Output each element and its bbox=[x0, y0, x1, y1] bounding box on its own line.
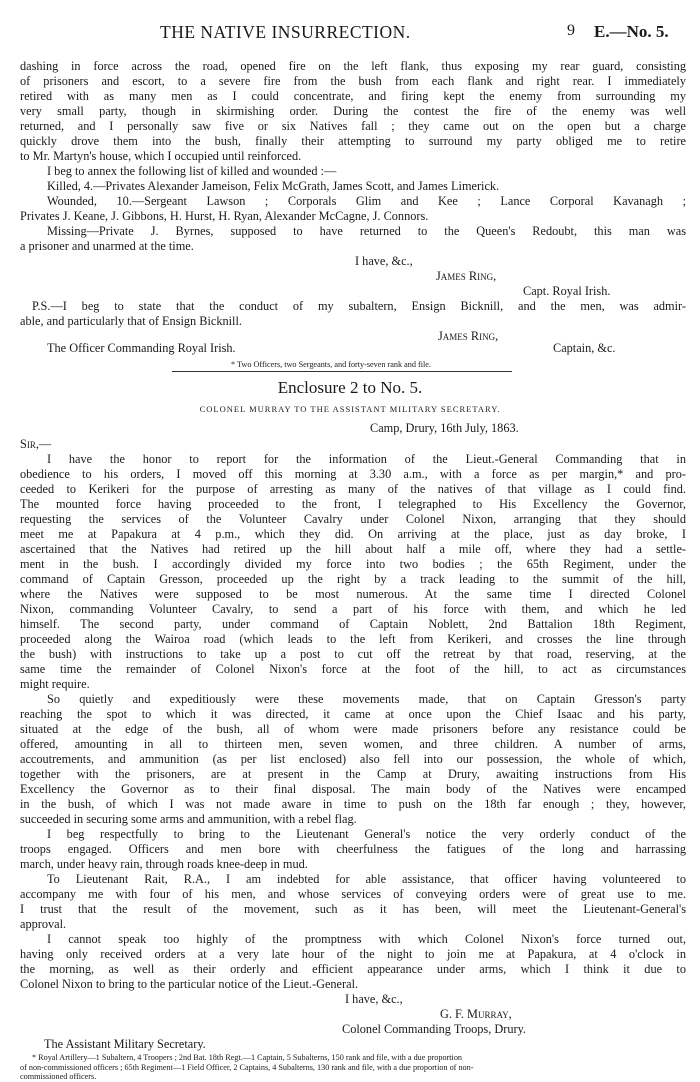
signature: G. F. Murray, bbox=[440, 1007, 512, 1021]
paragraph-line: To Lieutenant Rait, R.A., I am indebted for able assistance, that officer having volunteered to bbox=[47, 872, 686, 886]
paragraph-line: ascertained that the Natives had retired up the hill about half a mile off, where they had a settle- bbox=[20, 542, 686, 556]
paragraph-line: proceeded along the Wairoa road (which leads to the left from Kerikeri, and crosses the line through bbox=[20, 632, 686, 646]
postscript: able, and particularly that of Ensign Bicknill. bbox=[20, 314, 242, 328]
place-date: Camp, Drury, 16th July, 1863. bbox=[370, 421, 519, 435]
missing-list: Missing—Private J. Byrnes, supposed to have returned to the Queen's Redoubt, this man was bbox=[47, 224, 686, 238]
paragraph-line: The mounted force having proceeded to the front, I telegraphed to His Excellency the Governor, bbox=[20, 497, 686, 511]
report-line: quickly drove them into the bush, finally their attempting to surround my party obliged me to retire bbox=[20, 134, 686, 148]
header-title: THE NATIVE INSURRECTION. bbox=[160, 22, 411, 42]
margin-footnote: * Two Officers, two Sergeants, and forty-seven rank and file. bbox=[231, 360, 431, 369]
report-line: returned, and I personally saw five or six Natives fall ; they came out on the open but a charge bbox=[20, 119, 686, 133]
paragraph-line: march, under heavy rain, through roads knee-deep in mud. bbox=[20, 857, 308, 871]
paragraph-line: troops engaged. Officers and men bore with cheerfulness the fatigues of the long and harrassing bbox=[20, 842, 686, 856]
paragraph-line: I trust that the result of the movement, such as it has been, will meet the Lieutenant-General's bbox=[20, 902, 686, 916]
signatory-rank: Capt. Royal Irish. bbox=[523, 284, 611, 298]
paragraph-line: Nixon, commanding Volunteer Cavalry, to send a part of his force with them, and which he led bbox=[20, 602, 686, 616]
annex-intro: I beg to annex the following list of killed and wounded :— bbox=[47, 164, 337, 178]
addressee: The Officer Commanding Royal Irish. bbox=[47, 341, 236, 355]
paragraph-line: situated at the edge of the bush, all of whom were made prisoners before any resistance could be bbox=[20, 722, 686, 736]
enclosure-subtitle: COLONEL MURRAY TO THE ASSISTANT MILITARY SECRETARY. bbox=[199, 404, 501, 414]
paragraph-line: accoutrements, and ammunition (as per list enclosed) also fell into our possession, the whole of which, bbox=[20, 752, 686, 766]
signature: James Ring, bbox=[436, 269, 497, 283]
paragraph-line: offered, amounting in all to thirteen men, seven women, and three children. A number of arms, bbox=[20, 737, 686, 751]
margin-footnote: of non-commissioned officers ; 65th Regiment—1 Field Officer, 2 Captains, 4 Subalterns, 130 rank and file, with a due proportion of non- bbox=[20, 1063, 474, 1072]
wounded-list: Privates J. Keane, J. Gibbons, H. Hurst, H. Ryan, Alexander McCagne, J. Connors. bbox=[20, 209, 429, 223]
paragraph-line: Colonel Nixon to bring to the particular notice of the Lieut.-General. bbox=[20, 977, 359, 991]
paragraph-line: the morning, as well as their orderly and efficient appearance under arms, which I think it due to bbox=[20, 962, 686, 976]
paragraph-line: in the bush, of which I was not made aware in time to push on the 18th far enough ; they, however, bbox=[20, 797, 686, 811]
paragraph-line: together with the prisoners, are at present in the Camp at Drury, awaiting instructions from His bbox=[20, 767, 686, 781]
ps-rank: Captain, &c. bbox=[553, 341, 616, 355]
paragraph-line: ceeded to Kerikeri for the purpose of arresting as many of the natives of that village as I could find. bbox=[20, 482, 686, 496]
enclosure-title: Enclosure 2 to No. 5. bbox=[277, 378, 423, 397]
missing-list: a prisoner and unarmed at the time. bbox=[20, 239, 194, 253]
signatory-rank: Colonel Commanding Troops, Drury. bbox=[342, 1022, 527, 1036]
wounded-list: Wounded, 10.—Sergeant Lawson ; Corporals Glim and Kee ; Lance Corporal Kavanagh ; bbox=[47, 194, 686, 208]
page-number: 9 bbox=[567, 22, 575, 39]
paragraph-line: I beg respectfully to bring to the Lieutenant General's notice the very orderly conduct of the bbox=[47, 827, 686, 841]
paragraph-line: meet me at Papakura at 4 p.m., which they did. On arriving at the place, just as day broke, I bbox=[20, 527, 686, 541]
paragraph-line: approval. bbox=[20, 917, 67, 931]
report-line: retired with as many men as I could concentrate, and firing kept the enemy from surrounding my bbox=[20, 89, 686, 103]
report-line: of prisoners and escort, to a severe fire from the bush from each flank and right rear. I immediately bbox=[20, 74, 686, 88]
report-line: to Mr. Martyn's house, which I occupied until reinforced. bbox=[20, 149, 302, 163]
ps-signature: James Ring, bbox=[438, 329, 499, 343]
paragraph-line: Excellency the Governor as to their final disposal. The main body of the Natives were encamped bbox=[20, 782, 686, 796]
paragraph-line: requesting the services of the Volunteer Cavalry under Colonel Nixon, arranging that they should bbox=[20, 512, 686, 526]
document-reference: E.—No. 5. bbox=[594, 22, 669, 41]
margin-footnote: commissioned officers. bbox=[20, 1072, 97, 1081]
report-line: very small party, though in skirmishing order. During the contest the fire of the enemy was well bbox=[20, 104, 686, 118]
section-divider bbox=[172, 371, 512, 372]
closing: I have, &c., bbox=[345, 992, 403, 1006]
postscript: P.S.—I beg to state that the conduct of my subaltern, Ensign Bicknill, and the men, was admir- bbox=[32, 299, 686, 313]
closing: I have, &c., bbox=[355, 254, 413, 268]
margin-footnote: * Royal Artillery—1 Subaltern, 4 Troopers ; 2nd Bat. 18th Regt.—1 Captain, 5 Subalterns, 150 rank and file, with a due proportion bbox=[32, 1053, 463, 1062]
paragraph-line: command of Captain Gresson, proceeded up the right by a track leading to the summit of the hill, bbox=[20, 572, 686, 586]
paragraph-line: I cannot speak too highly of the promptness with which Colonel Nixon's force turned out, bbox=[47, 932, 686, 946]
paragraph-line: might require. bbox=[20, 677, 90, 691]
paragraph-line: So quietly and expeditiously were these movements made, that on Captain Gresson's party bbox=[47, 692, 686, 706]
running-header bbox=[0, 22, 700, 44]
paragraph-line: obedience to his orders, I moved off this morning at 3.30 a.m., with a force as per margin,* and pro- bbox=[20, 467, 686, 481]
paragraph-line: the bush) with instructions to take up a post to cut off the retreat by that road, reserving, at the bbox=[20, 647, 686, 661]
addressee: The Assistant Military Secretary. bbox=[44, 1037, 206, 1051]
paragraph-line: reaching the spot to which it was directed, it came at once upon the Chief Isaac and his party, bbox=[20, 707, 686, 721]
salutation: Sir,— bbox=[20, 437, 52, 451]
paragraph-line: succeeded in securing some arms and ammunition, with a rebel flag. bbox=[20, 812, 357, 826]
paragraph-line: I have the honor to report for the information of the Lieut.-General Commanding that in bbox=[47, 452, 686, 466]
paragraph-line: ment in the bush. I accordingly divided my force into two bodies ; the 65th Regiment, under the bbox=[20, 557, 686, 571]
killed-list: Killed, 4.—Privates Alexander Jameison, Felix McGrath, James Scott, and James Limerick. bbox=[47, 179, 500, 193]
paragraph-line: having only received orders at a very late hour of the night to join me at Papakura, at 4 o'clock in bbox=[20, 947, 686, 961]
paragraph-line: where the Natives were supposed to be most numerous. At the same time I directed Colonel bbox=[20, 587, 686, 601]
paragraph-line: accompany me with four of his men, and whose services of conveying orders were of great use to me. bbox=[20, 887, 686, 901]
report-line: dashing in force across the road, opened fire on the left flank, thus exposing my rear guard, consisting bbox=[20, 59, 686, 73]
paragraph-line: himself. The second party, under command of Captain Noblett, 2nd Battalion 18th Regiment, bbox=[20, 617, 686, 631]
paragraph-line: same time the remainder of Colonel Nixon's force at the foot of the hill, to act as circumstances bbox=[20, 662, 686, 676]
